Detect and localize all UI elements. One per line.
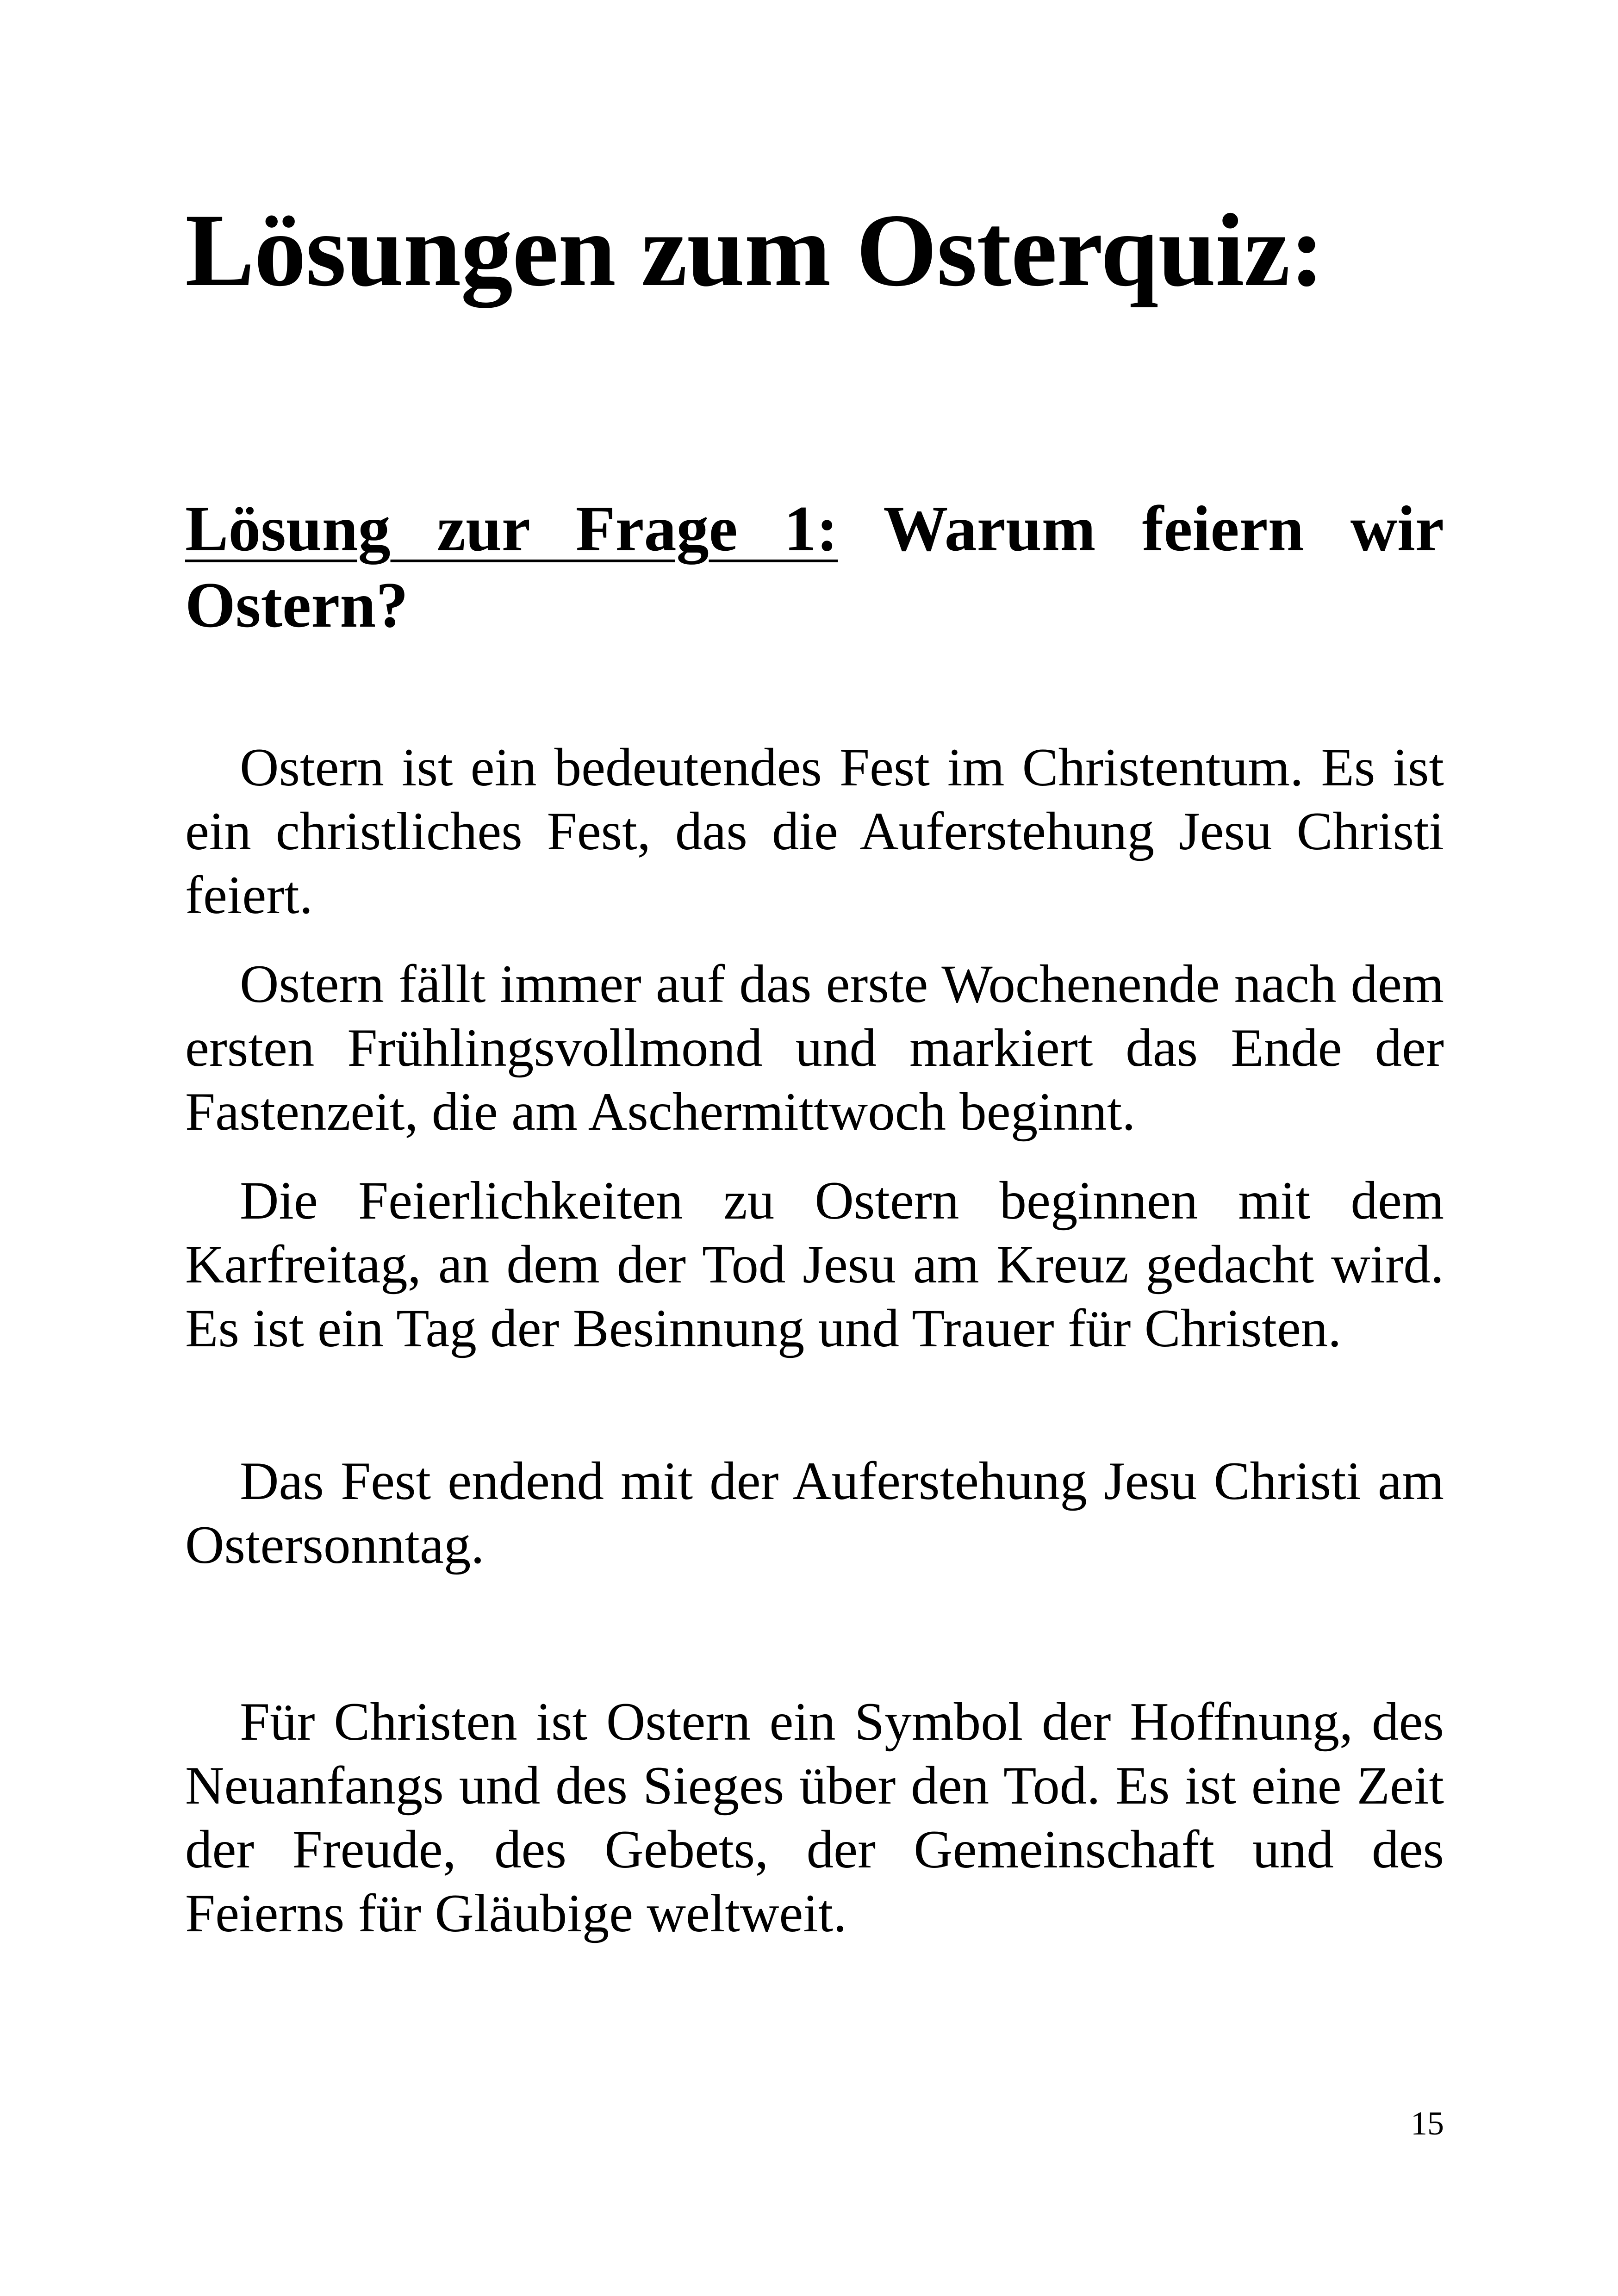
- question-text: Warum feiern wir Ostern?: [185, 493, 1444, 641]
- page-number: 15: [1411, 2105, 1444, 2142]
- answer-paragraph: Ostern ist ein bedeutendes Fest im Christentum. Es ist ein christliches Fest, das die Auferstehung Jesu Christi feiert.: [185, 738, 1444, 925]
- answer-paragraph: Ostern fällt immer auf das erste Wochenende nach dem ersten Frühlingsvollmond und markiert das Ende der Fastenzeit, die am Aschermittwoch beginnt.: [185, 954, 1444, 1142]
- question-label: Lösung zur Frage 1:: [185, 493, 838, 565]
- answer-paragraph: Das Fest endend mit der Auferstehung Jesu Christi am Ostersonntag.: [185, 1451, 1444, 1575]
- page-title: Lösungen zum Osterquiz:: [185, 192, 1324, 308]
- answer-paragraph: Für Christen ist Ostern ein Symbol der Hoffnung, des Neuanfangs und des Sieges über den Tod. Es ist eine Zeit der Freude, des Gebets, der Gemeinschaft und des Feierns für Gläubige weltweit.: [185, 1692, 1444, 1943]
- question-heading: [185, 491, 1444, 643]
- answer-paragraph: Die Feierlichkeiten zu Ostern beginnen mit dem Karfreitag, an dem der Tod Jesu am Kreuz gedacht wird. Es ist ein Tag der Besinnung und Trauer für Christen.: [185, 1171, 1444, 1358]
